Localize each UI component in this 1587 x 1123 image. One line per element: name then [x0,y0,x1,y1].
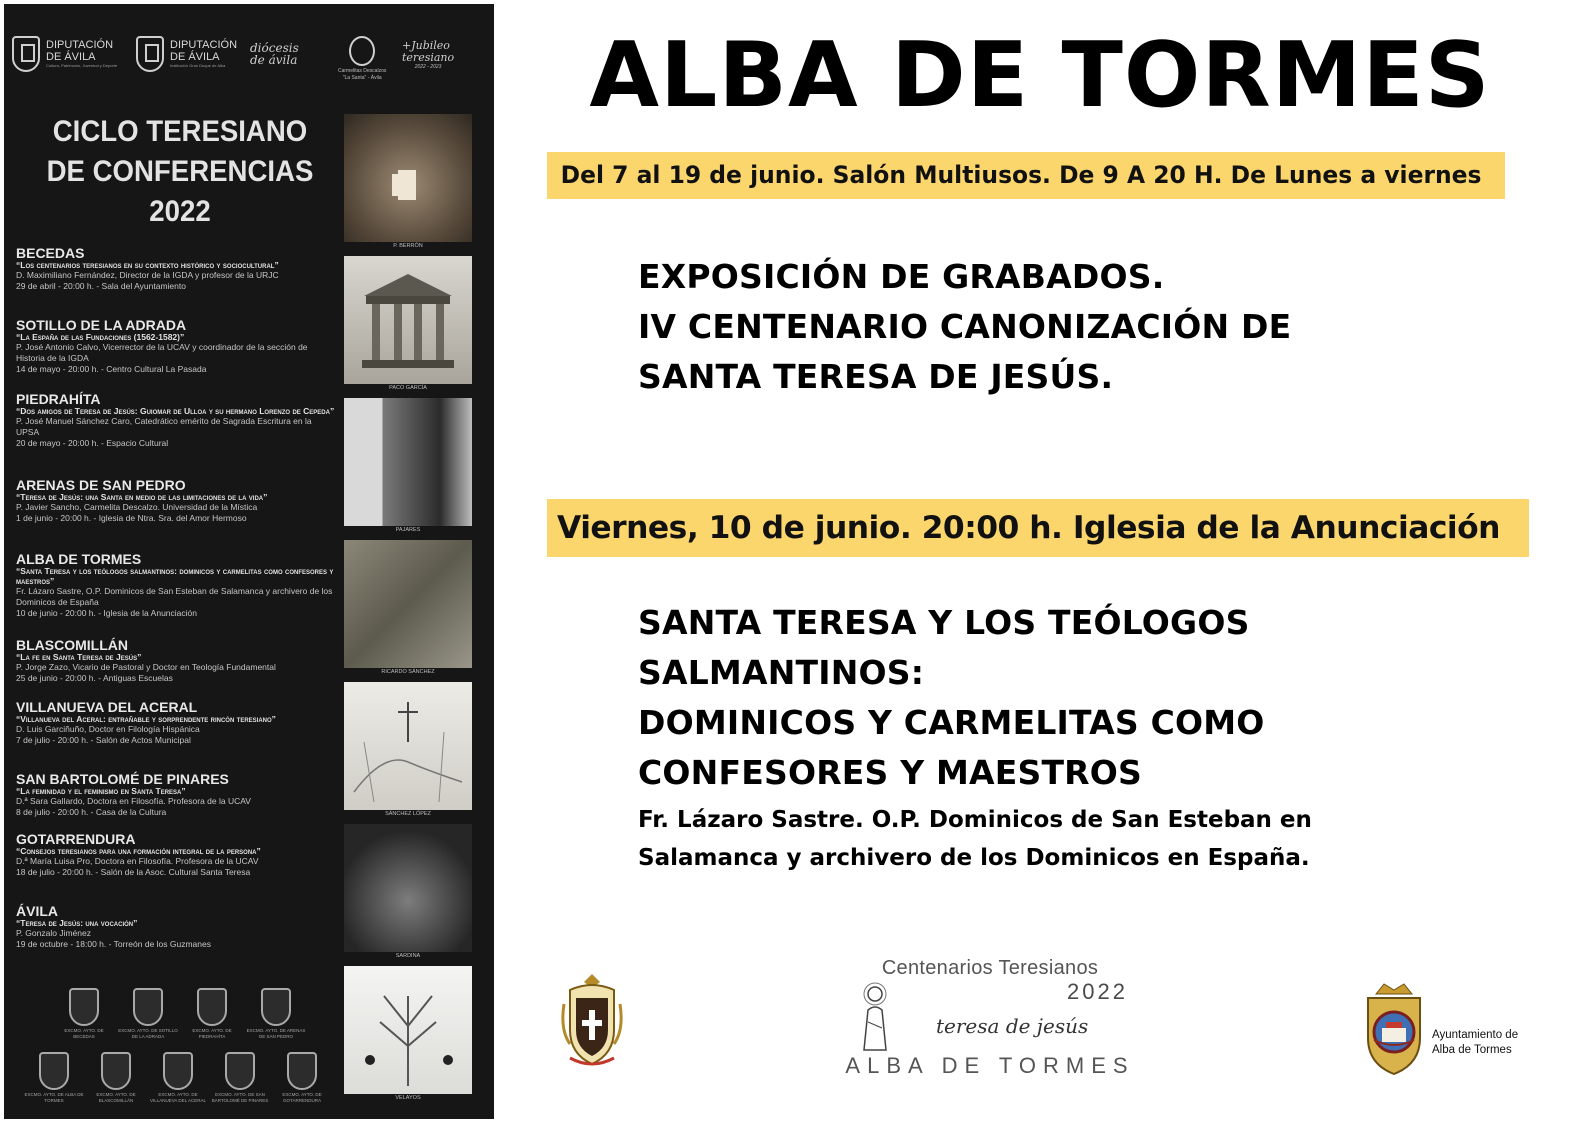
talk-place: SOTILLO DE LA ADRADA [16,317,187,333]
talk-item [16,904,336,958]
carmelitas-logo [338,36,386,82]
diputacion-shield-icon [136,36,164,72]
talk-title: “Villanueva del Aceral: entrañable y sorprendente rincón teresiano” [16,714,276,724]
conference-title-line: SANTA TERESA Y LOS TEÓLOGOS [638,603,1250,642]
talk-speaker: P. José Antonio Calvo, Vicerrector de la UCAV y coordinador de la sección de Historia de la IGDA [16,342,308,363]
municipality-crests [24,988,340,1114]
crest-blascomillan [86,1052,146,1104]
talk-item [16,552,336,638]
engraving-item [344,682,472,818]
talk-when: 19 de octubre - 18:00 h. - Torreón de los Guzmanes [16,939,211,949]
engraving-item [344,114,472,250]
talk-when: 18 de julio - 20:00 h. - Salón de la Asoc. Cultural Santa Teresa [16,867,251,877]
talk-title: “Teresa de Jesús: una Santa en medio de las limitaciones de la vida” [16,492,268,502]
crest-becedas [54,988,114,1040]
talk-list [16,246,336,958]
exhibition-line: EXPOSICIÓN DE GRABADOS. [638,257,1165,296]
town-crest-icon [1360,980,1428,1076]
engraving-item [344,398,472,534]
talk-title: “La feminidad y el feminismo en Santa Teresa” [16,786,186,796]
talk-item [16,832,336,904]
talk-item [16,318,336,392]
logo-small: Institución Gran Duque de Alba [170,63,226,68]
ayuntamiento-line2: Alba de Tormes [1432,1044,1512,1056]
talk-place: SAN BARTOLOMÉ DE PINARES [16,771,229,787]
diputacion-logo-2 [136,36,237,72]
talk-item [16,638,336,700]
conference-title [638,598,1265,798]
crest-san-bartolome [210,1052,270,1104]
saint-figure-icon [850,982,900,1052]
crest-label: EXCMO. AYTO. DE SAN BARTOLOMÉ DE PINARES [211,1092,269,1103]
logo-line2: teresiano [402,51,455,64]
logo-small: Cultura, Patrimonio, Juventud y Deporte [46,63,118,68]
logo-line1: diócesis [250,41,299,55]
talk-speaker: P. Gonzalo Jiménez [16,928,91,938]
talk-title: “Teresa de Jesús: una vocación” [16,918,138,928]
engraving-column [344,114,476,1108]
engraving-item [344,540,472,676]
talk-when: 10 de junio - 20:00 h. - Iglesia de la Anunciación [16,608,197,618]
engraving-image [344,824,472,952]
engraving-image [344,540,472,668]
talk-title: “La España de las Fundaciones (1562-1582)” [16,332,185,342]
engraving-artist: VELAYOS [395,1095,421,1101]
talk-place: ARENAS DE SAN PEDRO [16,477,186,493]
sponsor-logos [12,36,484,82]
talk-when: 1 de junio - 20:00 h. - Iglesia de Ntra. Sra. del Amor Hermoso [16,513,247,523]
diputacion-logo-1 [12,36,117,72]
talk-speaker: D. Maximiliano Fernández, Director de la IGDA y profesor de la URJC [16,270,279,280]
talk-place: ÁVILA [16,903,58,919]
talk-title: “La fe en Santa Teresa de Jesús” [16,652,142,662]
crest-piedrahita [182,988,242,1040]
speaker-line: Fr. Lázaro Sastre. O.P. Dominicos de San Esteban en [638,807,1312,833]
engraving-image [344,966,472,1094]
crest-icon [69,988,99,1026]
crest-icon [197,988,227,1026]
centenario-town: ALBA DE TORMES [845,1053,1135,1078]
talk-title: “Santa Teresa y los teólogos salmantinos: dominicos y carmelitas como confesores y maestros” [16,566,334,586]
poster-title-line: 2022 [149,195,211,228]
talk-when: 20 de mayo - 20:00 h. - Espacio Cultural [16,438,169,448]
centenario-title: Centenarios Teresianos [881,957,1099,979]
engraving-artist: SARDINA [395,953,421,959]
talk-speaker: D.ª Sara Gallardo, Doctora en Filosofía. Profesora de la UCAV [16,796,251,806]
talk-item [16,478,336,552]
temple-icon [344,256,472,384]
engraving-image [344,114,472,242]
logo-line2: DE ÁVILA [46,51,96,63]
conference-speaker [638,801,1438,877]
centenario-year: 2022 [1067,979,1128,1004]
crest-gotarrendura [272,1052,332,1104]
diputacion-shield-icon [12,36,40,72]
engraving-artist: PAJARES [395,527,421,533]
crest-icon [287,1052,317,1090]
talk-speaker: Fr. Lázaro Sastre, O.P. Dominicos de San Esteban de Salamanca y archivero de los Dominicos de España [16,586,333,607]
talk-item [16,246,336,318]
jubileo-logo [402,40,454,71]
engraving-image [344,682,472,810]
crest-label: EXCMO. AYTO. DE ALBA DE TORMES [24,1092,84,1103]
engraving-item [344,966,472,1102]
talk-when: 7 de julio - 20:00 h. - Salón de Actos Municipal [16,735,191,745]
talk-place: PIEDRAHÍTA [16,391,101,407]
talk-title: “Consejos teresianos para una formación integral de la persona” [16,846,261,856]
logo-line2: de ávila [250,53,298,67]
crest-label: EXCMO. AYTO. DE GOTARRENDURA [282,1092,322,1103]
engraving-image [344,256,472,384]
engraving-image [344,398,472,526]
crest-villanueva [148,1052,208,1104]
talk-title: “Dos amigos de Teresa de Jesús: Guiomar de Ulloa y su hermano Lorenzo de Cepeda” [16,406,335,416]
conference-title-line: CONFESORES Y MAESTROS [638,753,1143,792]
exhibition-description [638,252,1291,402]
logo-line1: DIPUTACIÓN [46,39,114,51]
page-title: ALBA DE TORMES [589,23,1491,128]
talk-item [16,772,336,832]
engraving-artist: P. BERRÓN [393,243,423,249]
logo-small: 2022 - 2023 [414,64,442,70]
crest-arenas [246,988,306,1040]
talk-place: BLASCOMILLÁN [16,637,128,653]
conference-date-band: Viernes, 10 de junio. 20:00 h. Iglesia de la Anunciación [547,499,1529,557]
crest-icon [101,1052,131,1090]
crest-icon [39,1052,69,1090]
crest-label: EXCMO. AYTO. DE BLASCOMILLÁN [96,1092,136,1103]
exhibition-line: IV CENTENARIO CANONIZACIÓN DE [638,307,1292,346]
talk-place: GOTARRENDURA [16,831,136,847]
sketch-cross-icon [344,682,472,810]
exhibition-date-band: Del 7 al 19 de junio. Salón Multiusos. De 9 A 20 H. De Lunes a viernes [547,152,1505,199]
exhibition-line: SANTA TERESA DE JESÚS. [638,357,1114,396]
logo-line1: Carmelitas Descalzos [338,68,387,74]
engraving-artist: SÁNCHEZ LÓPEZ [385,811,431,817]
talk-speaker: P. Javier Sancho, Carmelita Descalzo. Universidad de la Mística [16,502,258,512]
crest-icon [225,1052,255,1090]
talk-speaker: D.ª María Luisa Pro, Doctora en Filosofía. Profesora de la UCAV [16,856,259,866]
engraving-item [344,824,472,960]
speaker-line: Salamanca y archivero de los Dominicos en España. [638,845,1310,871]
crest-sotillo [118,988,178,1040]
talk-speaker: D. Luis Garciñuño, Doctor en Filología Hispánica [16,724,200,734]
centenarios-logo [840,952,1140,1082]
logo-line1: +Jubileo [402,39,450,52]
crest-icon [133,988,163,1026]
crest-icon [163,1052,193,1090]
conference-poster [4,4,494,1119]
engraving-item [344,256,472,392]
carmelite-shield-logo [556,970,628,1070]
conference-title-line: DOMINICOS Y CARMELITAS COMO [638,703,1265,742]
plant-icon [344,966,472,1094]
logo-line2: DE ÁVILA [170,51,220,63]
talk-item [16,700,336,772]
talk-place: BECEDAS [16,245,85,261]
crest-alba [24,1052,84,1104]
teresa-signature: teresa de jesús [936,1014,1089,1038]
crest-icon [261,988,291,1026]
ayuntamiento-line1: Ayuntamiento de [1432,1029,1519,1041]
crest-label: EXCMO. AYTO. DE VILLANUEVA DEL ACERAL [149,1092,207,1103]
crest-label: EXCMO. AYTO. DE PIEDRAHÍTA [192,1028,232,1039]
talk-title: “Los centenarios teresianos en su contexto histórico y sociocultural” [16,260,279,270]
crest-label: EXCMO. AYTO. DE BECEDAS [64,1028,104,1039]
talk-when: 29 de abril - 20:00 h. - Sala del Ayuntamiento [16,281,186,291]
carmelitas-emblem-icon [349,36,375,66]
talk-speaker: P. José Manuel Sánchez Caro, Catedrático emérito de Sagrada Escritura en la UPSA [16,416,312,437]
crest-label: EXCMO. AYTO. DE ARENAS DE SAN PEDRO [246,1028,306,1039]
talk-when: 8 de julio - 20:00 h. - Casa de la Cultura [16,807,167,817]
poster-title-line: CICLO TERESIANO [52,115,308,148]
carmelite-shield-icon [556,970,628,1070]
talk-place: VILLANUEVA DEL ACERAL [16,699,198,715]
poster-title-line: DE CONFERENCIAS [46,155,314,188]
crest-label: EXCMO. AYTO. DE SOTILLO DE LA ADRADA [118,1028,178,1039]
talk-place: ALBA DE TORMES [16,551,142,567]
talk-when: 14 de mayo - 20:00 h. - Centro Cultural La Pasada [16,364,207,374]
talk-when: 25 de junio - 20:00 h. - Antiguas Escuelas [16,673,173,683]
poster-title [35,112,326,232]
ayuntamiento-label [1432,1028,1518,1058]
talk-item [16,392,336,478]
engraving-artist: RICARDO SÁNCHEZ [381,669,435,675]
logo-line2: "La Santa" - Ávila [342,75,382,81]
talk-speaker: P. Jorge Zazo, Vicario de Pastoral y Doctor en Teología Fundamental [16,662,276,672]
logo-line1: DIPUTACIÓN [170,39,238,51]
ayuntamiento-logo [1360,980,1560,1080]
engraving-artist: PACO GARCÍA [389,385,427,391]
conference-title-line: SALMANTINOS: [638,653,925,692]
diocesis-logo [250,42,299,66]
